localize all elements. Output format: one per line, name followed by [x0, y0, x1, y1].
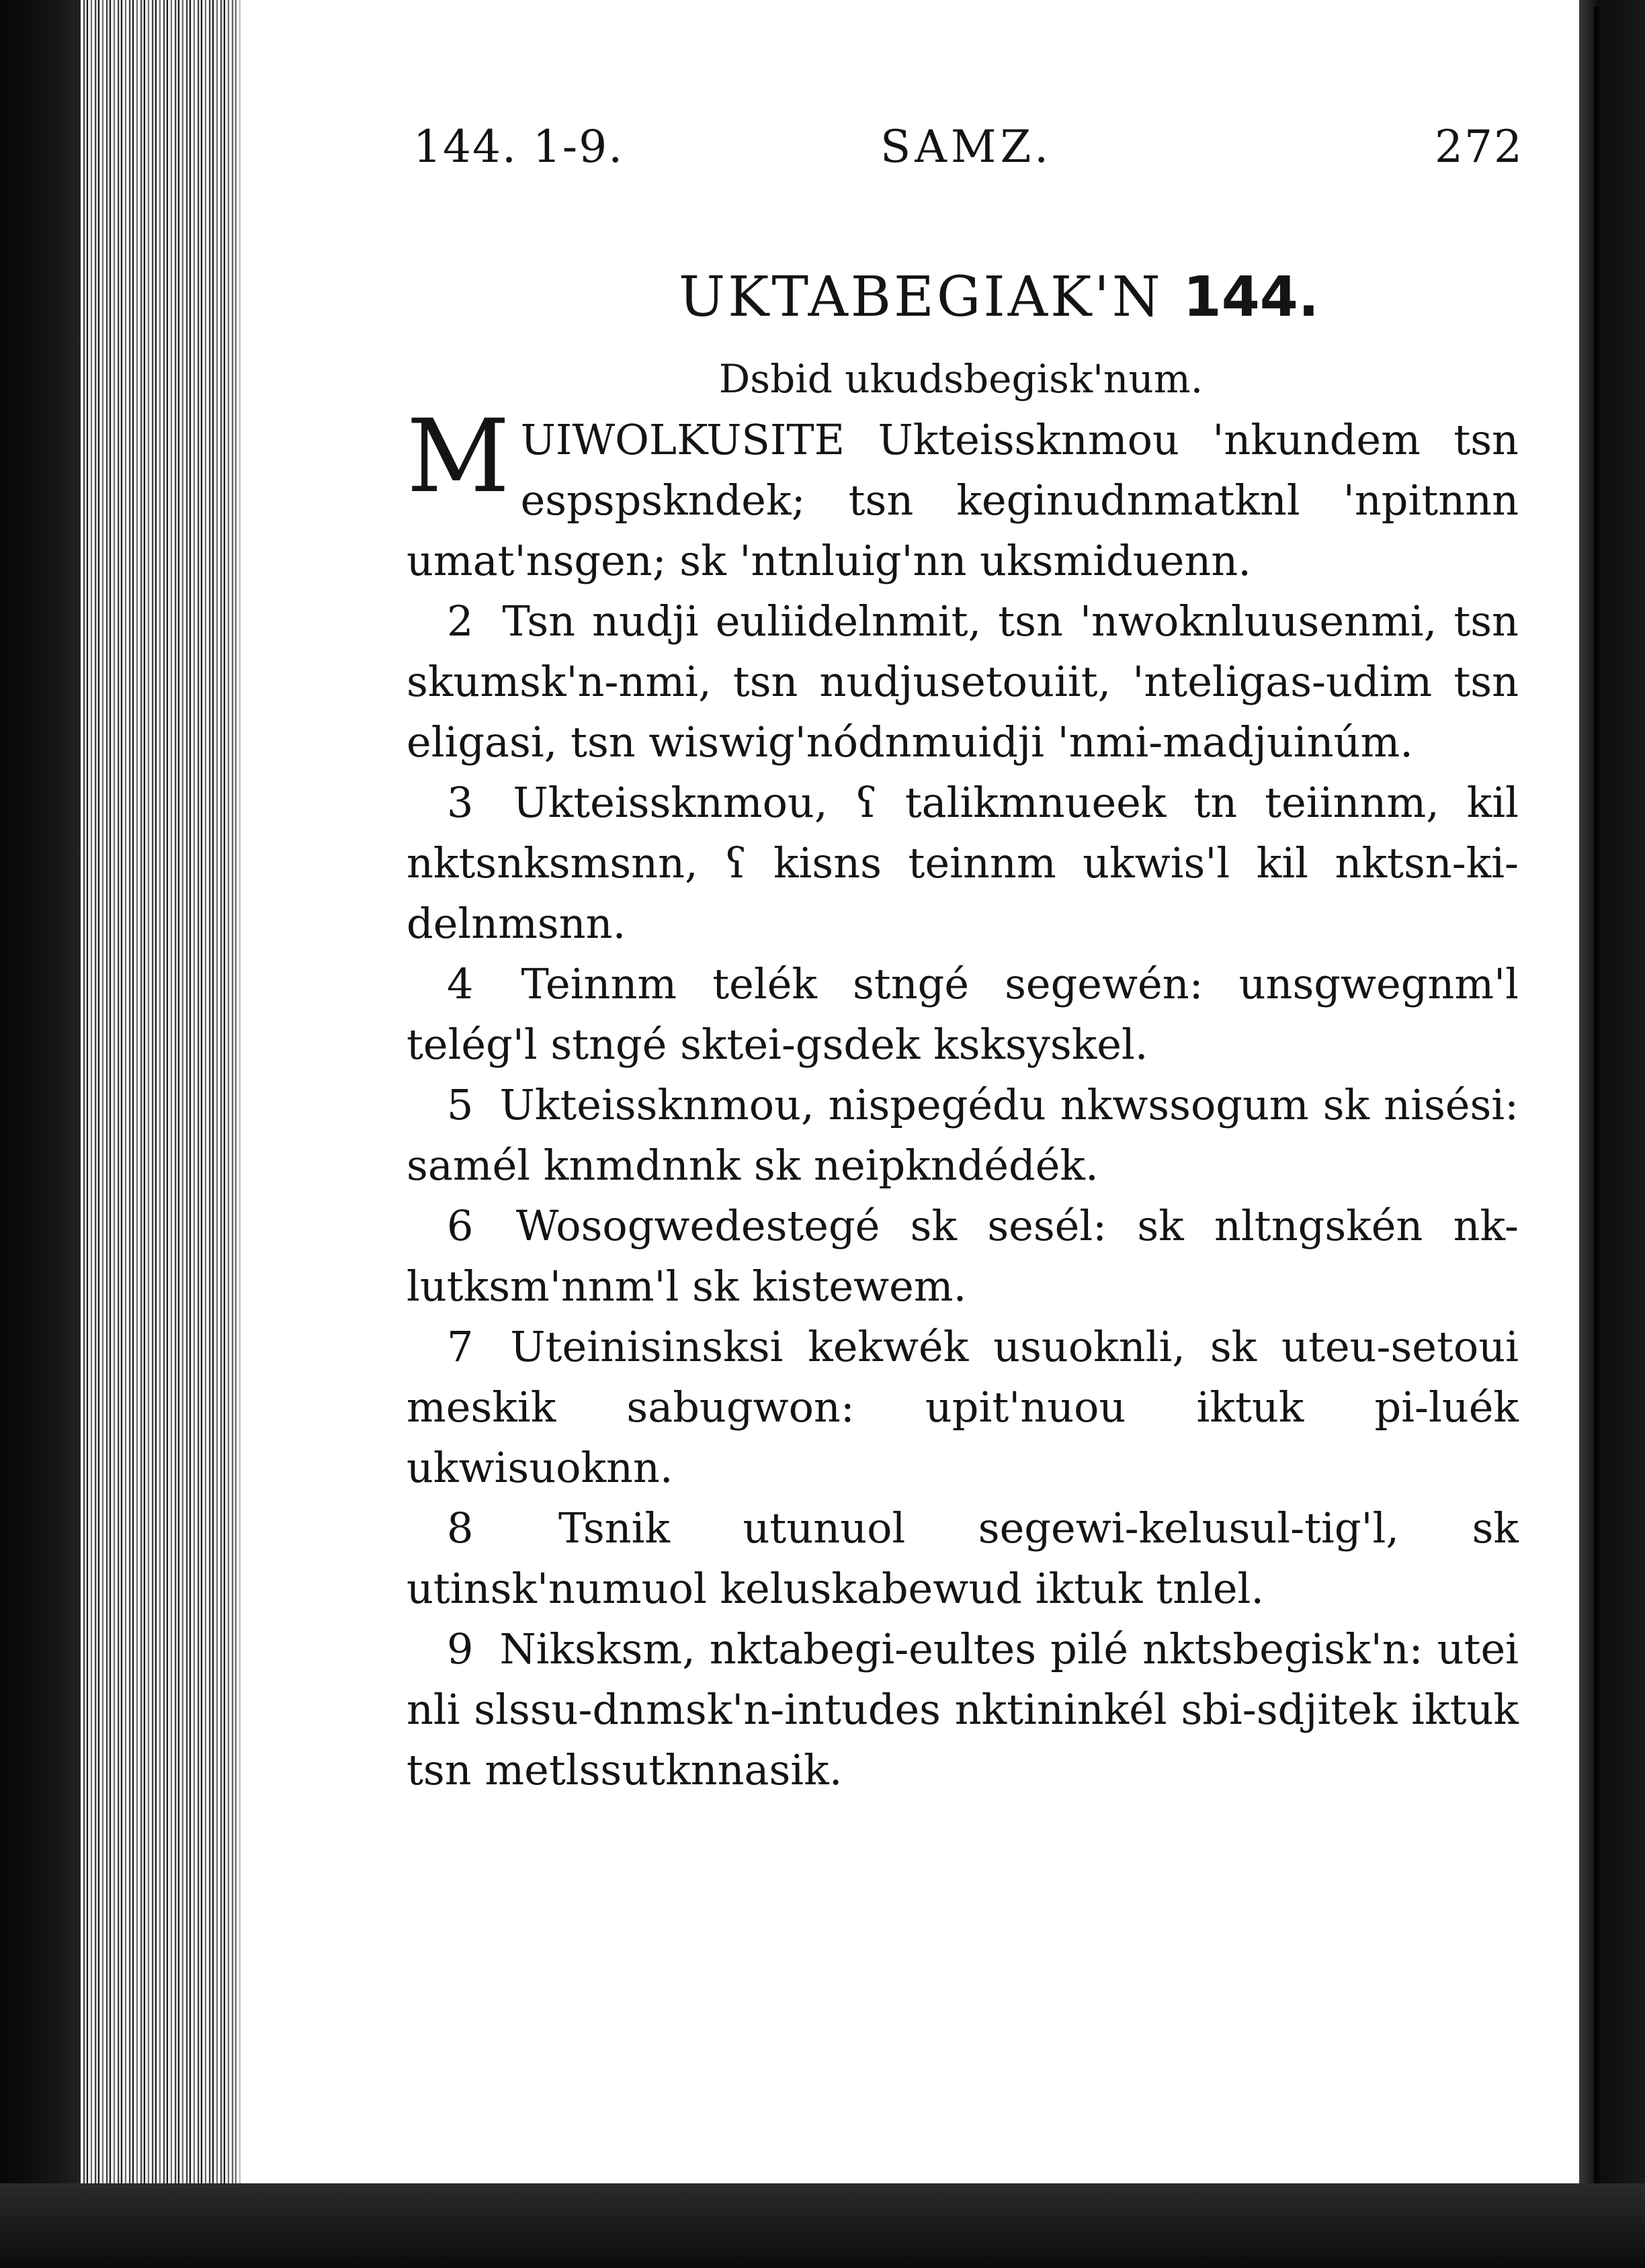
verse-text: UIWOLKUSITE Ukteissknmou 'nkundem tsn espspskndek; tsn keginudnmatknl 'npitnnn umat'nsgen; sk 'ntnluig'nn uksmiduenn. [407, 415, 1519, 585]
verse-5 [407, 1075, 1519, 1196]
scan-background-left [0, 0, 94, 2268]
verse-1 [407, 398, 1519, 591]
page-edge-line [1594, 7, 1599, 2190]
book-page [242, 0, 1579, 2190]
page-gutter-right [1579, 0, 1645, 2217]
verse-number: 8 [447, 1503, 474, 1553]
verse-9 [407, 1619, 1519, 1800]
page-edges [81, 0, 249, 2217]
verse-text: Ukteissknmou, nispegédu nkwssogum sk nisési: samél knmdnnk sk neipkndédék. [407, 1080, 1519, 1190]
verse-6 [407, 1196, 1519, 1317]
chapter-title [679, 265, 1319, 329]
verse-text: Ukteissknmou, ʕ talikmnueek tn teiinnm, kil nktsnksmsnn, ʕ kisns teinnm ukwis'l kil nktsn-ki-delnmsnn. [407, 778, 1519, 948]
running-head-book: SAMZ. [880, 121, 1053, 173]
verse-text: Niksksm, nktabegi-eultes pilé nktsbegisk'n: utei nli slssu-dnmsk'n-intudes nktininkél sbi-sdjitek iktuk tsn metlssutknnasik. [407, 1624, 1519, 1794]
verse-8 [407, 1498, 1519, 1619]
running-head-reference: 144. 1-9. [413, 121, 624, 173]
verse-text: Tsnik utunuol segewi-kelusul-tig'l, sk utinsk'numuol keluskabewud iktuk tnlel. [407, 1503, 1519, 1613]
chapter-title-word: UKTABEGIAK'N [679, 265, 1163, 329]
verse-4 [407, 954, 1519, 1075]
verse-text: Uteinisinsksi kekwék usuoknli, sk uteu-setoui meskik sabugwon: upit'nuou iktuk pi-luék ukwisuoknn. [407, 1322, 1519, 1492]
verse-text: Wosogwedestegé sk sesél: sk nltngskén nk-lutksm'nnm'l sk kistewem. [407, 1201, 1519, 1311]
verse-number: 6 [447, 1201, 474, 1250]
verse-number: 2 [447, 597, 474, 646]
drop-cap: M [407, 398, 510, 515]
verse-number: 4 [447, 959, 474, 1008]
verse-2 [407, 591, 1519, 773]
chapter-subtitle: Dsbid ukudsbegisk'num. [718, 356, 1204, 402]
verse-3 [407, 773, 1519, 954]
chapter-number: 144. [1183, 265, 1319, 329]
scan-background-bottom [0, 2183, 1645, 2268]
verse-text: Tsn nudji euliidelnmit, tsn 'nwoknluusenmi, tsn skumsk'n-nmi, tsn nudjusetouiit, 'nteligas-udim tsn eligasi, tsn wiswig'nódnmuidji 'nmi-madjuinúm. [407, 597, 1519, 767]
verse-text: Teinnm telék stngé segewén: unsgwegnm'l telég'l stngé sktei-gsdek ksksyskel. [407, 959, 1519, 1069]
verse-number: 9 [447, 1624, 474, 1673]
page-number: 272 [1435, 121, 1523, 173]
verse-number: 5 [447, 1080, 474, 1129]
verse-number: 7 [447, 1322, 474, 1371]
verse-7 [407, 1317, 1519, 1498]
psalm-body [407, 398, 1519, 1800]
verse-number: 3 [447, 778, 474, 827]
